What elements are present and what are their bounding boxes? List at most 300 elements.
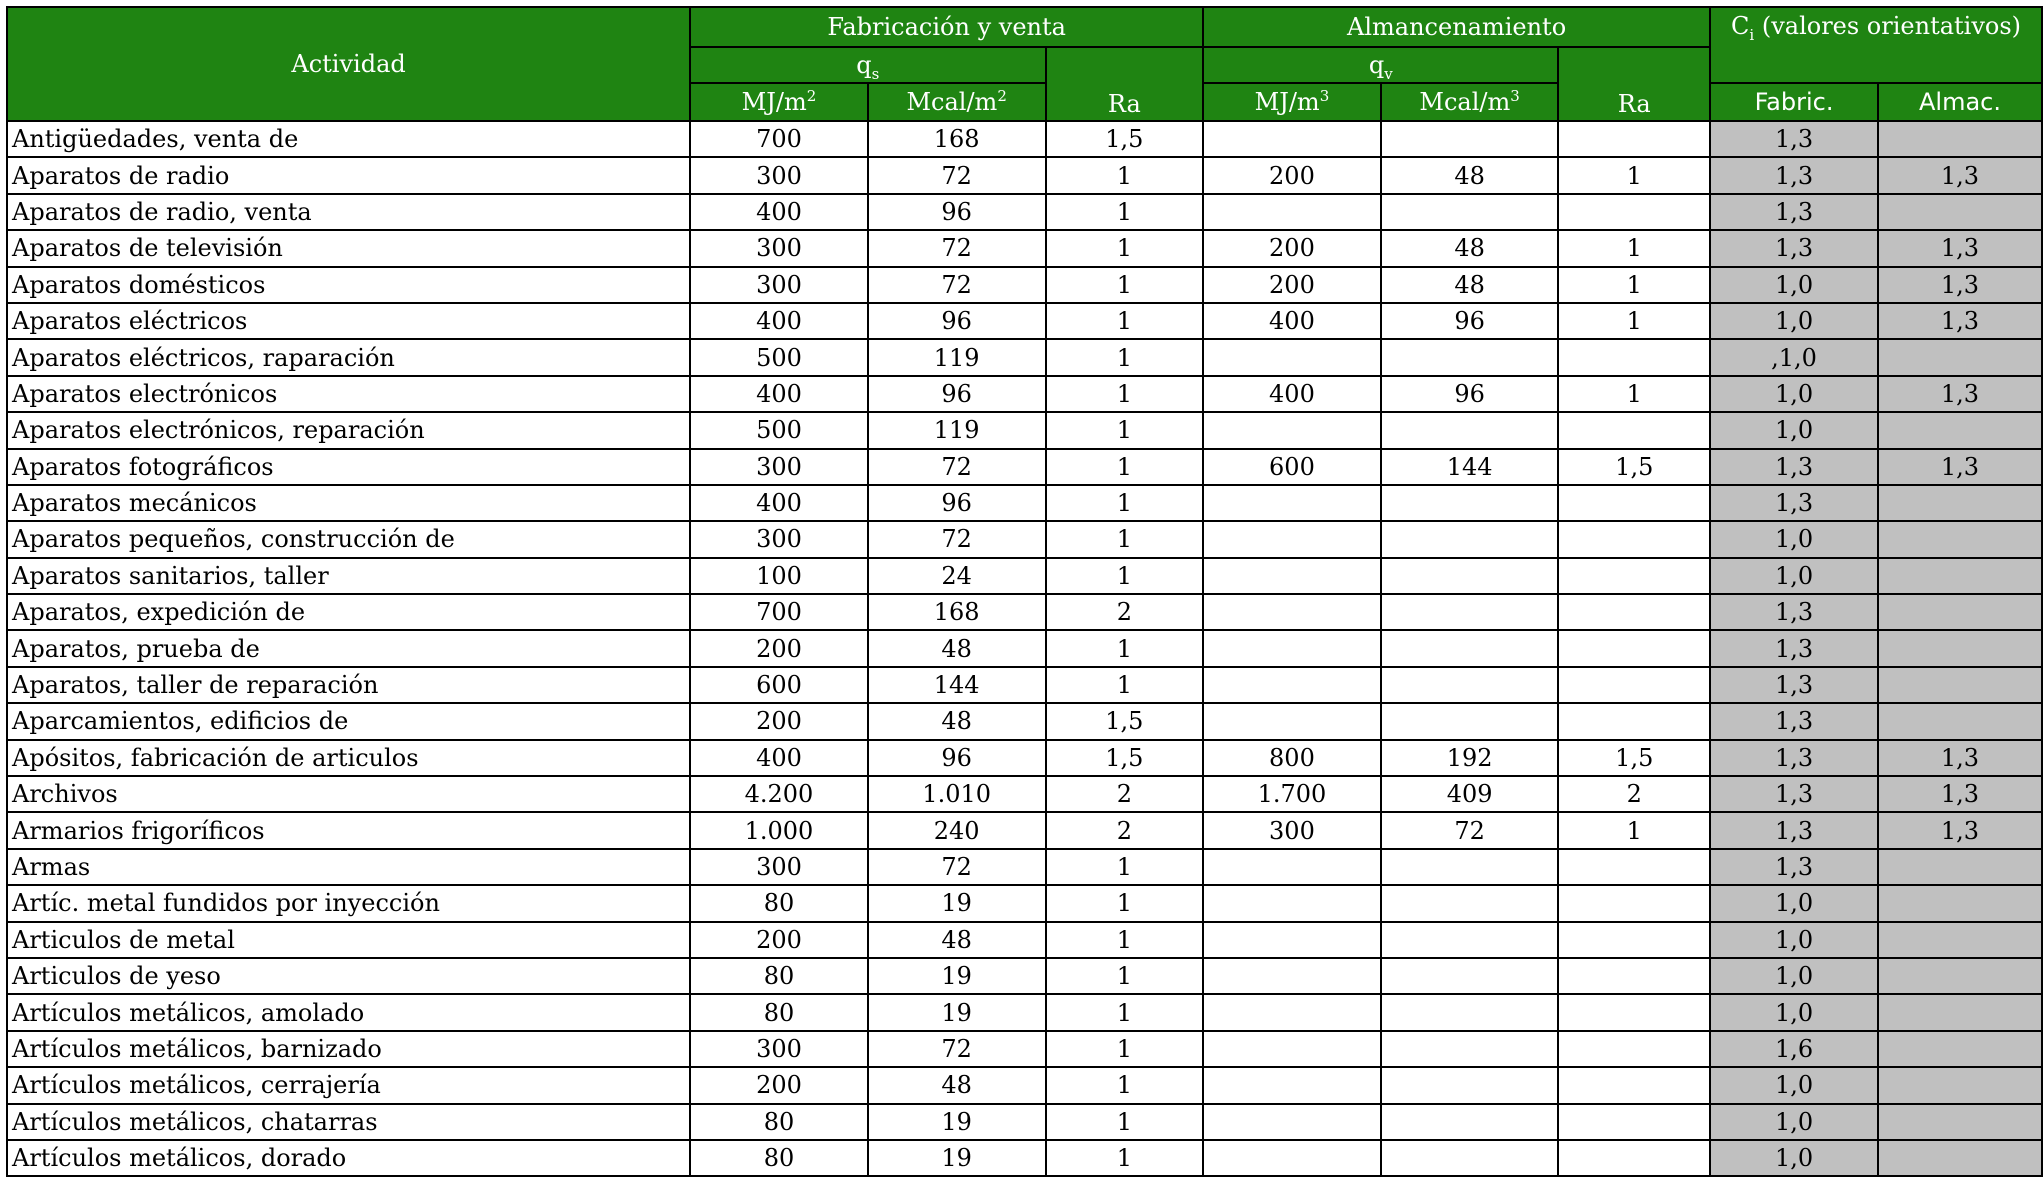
cell-ci-almac xyxy=(1878,339,2042,375)
cell-fab-ra: 1 xyxy=(1046,339,1204,375)
cell-fab-mj: 80 xyxy=(690,885,868,921)
table-row xyxy=(7,667,2042,703)
cell-ci-almac xyxy=(1878,958,2042,994)
cell-fab-ra: 1 xyxy=(1046,1031,1204,1067)
cell-fab-mcal: 96 xyxy=(868,303,1046,339)
cell-alm-ra xyxy=(1558,558,1710,594)
cell-fab-ra: 1 xyxy=(1046,157,1204,193)
header-mcal-m3: Mcal/$m^3$ xyxy=(1381,83,1559,121)
cell-alm-mj: 200 xyxy=(1203,267,1381,303)
cell-fab-ra: 1 xyxy=(1046,849,1204,885)
cell-ci-fabric: 1,3 xyxy=(1710,121,1878,157)
cell-fab-mj: 200 xyxy=(690,1067,868,1103)
cell-actividad: Aparatos eléctricos, raparación xyxy=(7,339,690,375)
cell-alm-mcal xyxy=(1381,922,1559,958)
cell-fab-mj: 400 xyxy=(690,740,868,776)
cell-alm-mj xyxy=(1203,339,1381,375)
cell-alm-mcal xyxy=(1381,594,1559,630)
cell-alm-mcal: 48 xyxy=(1381,157,1559,193)
cell-alm-mj xyxy=(1203,630,1381,666)
header-mj-m3: $MJ/m^3$ xyxy=(1203,83,1381,121)
cell-fab-mj: 300 xyxy=(690,1031,868,1067)
cell-alm-ra xyxy=(1558,703,1710,739)
cell-alm-mcal xyxy=(1381,630,1559,666)
cell-fab-ra: 1 xyxy=(1046,994,1204,1030)
header-mj-m2: $MJ/m^2$ xyxy=(690,83,868,121)
cell-fab-ra: 1 xyxy=(1046,230,1204,266)
cell-alm-mcal xyxy=(1381,558,1559,594)
cell-alm-mj: 300 xyxy=(1203,812,1381,848)
cell-ci-almac: 1,3 xyxy=(1878,740,2042,776)
cell-fab-mcal: 19 xyxy=(868,994,1046,1030)
cell-fab-mj: 400 xyxy=(690,303,868,339)
cell-ci-fabric: 1,0 xyxy=(1710,303,1878,339)
cell-actividad: Aparatos de televisión xyxy=(7,230,690,266)
cell-alm-ra xyxy=(1558,121,1710,157)
cell-ci-almac xyxy=(1878,121,2042,157)
cell-alm-mcal xyxy=(1381,1031,1559,1067)
cell-alm-ra xyxy=(1558,1140,1710,1176)
cell-alm-mj xyxy=(1203,121,1381,157)
cell-fab-mcal: 96 xyxy=(868,194,1046,230)
cell-alm-mcal: 72 xyxy=(1381,812,1559,848)
cell-alm-mj xyxy=(1203,412,1381,448)
cell-alm-mj xyxy=(1203,521,1381,557)
cell-alm-ra xyxy=(1558,521,1710,557)
cell-ci-fabric: 1,0 xyxy=(1710,376,1878,412)
cell-ci-fabric: 1,3 xyxy=(1710,849,1878,885)
cell-fab-mcal: 168 xyxy=(868,121,1046,157)
cell-alm-mj xyxy=(1203,922,1381,958)
cell-alm-mcal: 96 xyxy=(1381,376,1559,412)
cell-fab-ra: 1 xyxy=(1046,521,1204,557)
cell-alm-ra xyxy=(1558,339,1710,375)
cell-alm-mj xyxy=(1203,703,1381,739)
cell-actividad: Aparcamientos, edificios de xyxy=(7,703,690,739)
cell-fab-mj: 400 xyxy=(690,376,868,412)
cell-actividad: Armarios frigoríficos xyxy=(7,812,690,848)
table-row xyxy=(7,740,2042,776)
cell-fab-mj: 1.000 xyxy=(690,812,868,848)
table-row xyxy=(7,412,2042,448)
cell-ci-fabric: 1,0 xyxy=(1710,1067,1878,1103)
cell-alm-ra: 1 xyxy=(1558,376,1710,412)
cell-fab-ra: 1,5 xyxy=(1046,121,1204,157)
cell-actividad: Artículos metálicos, barnizado xyxy=(7,1031,690,1067)
table-row xyxy=(7,376,2042,412)
cell-alm-mcal xyxy=(1381,1104,1559,1140)
cell-alm-ra xyxy=(1558,1104,1710,1140)
cell-fab-ra: 2 xyxy=(1046,594,1204,630)
cell-fab-mj: 80 xyxy=(690,1140,868,1176)
cell-fab-mj: 400 xyxy=(690,194,868,230)
cell-ci-fabric: 1,3 xyxy=(1710,594,1878,630)
cell-alm-mj: 200 xyxy=(1203,230,1381,266)
cell-fab-mcal: 96 xyxy=(868,485,1046,521)
cell-actividad: Archivos xyxy=(7,776,690,812)
table-row xyxy=(7,449,2042,485)
cell-alm-ra: 1,5 xyxy=(1558,740,1710,776)
cell-ci-almac: 1,3 xyxy=(1878,267,2042,303)
cell-fab-ra: 1 xyxy=(1046,558,1204,594)
cell-alm-ra xyxy=(1558,194,1710,230)
cell-ci-almac: 1,3 xyxy=(1878,303,2042,339)
cell-ci-almac xyxy=(1878,885,2042,921)
cell-ci-fabric: 1,3 xyxy=(1710,485,1878,521)
cell-ci-fabric: 1,0 xyxy=(1710,521,1878,557)
cell-fab-mcal: 168 xyxy=(868,594,1046,630)
cell-alm-ra xyxy=(1558,885,1710,921)
cell-alm-mj xyxy=(1203,485,1381,521)
cell-alm-mcal xyxy=(1381,849,1559,885)
table-row xyxy=(7,994,2042,1030)
cell-ci-almac xyxy=(1878,667,2042,703)
header-ci-valores: $C_i$ (valores orientativos) xyxy=(1710,7,2042,83)
cell-alm-ra xyxy=(1558,849,1710,885)
cell-ci-fabric: 1,3 xyxy=(1710,449,1878,485)
cell-fab-ra: 2 xyxy=(1046,812,1204,848)
cell-alm-ra xyxy=(1558,630,1710,666)
cell-fab-ra: 1,5 xyxy=(1046,703,1204,739)
table-row xyxy=(7,703,2042,739)
cell-ci-almac xyxy=(1878,194,2042,230)
header-ra-fab: Ra xyxy=(1046,47,1204,121)
cell-alm-ra: 1 xyxy=(1558,303,1710,339)
cell-fab-mj: 500 xyxy=(690,339,868,375)
cell-alm-mcal: 409 xyxy=(1381,776,1559,812)
cell-alm-mj xyxy=(1203,1067,1381,1103)
cell-alm-ra xyxy=(1558,485,1710,521)
cell-ci-almac xyxy=(1878,630,2042,666)
cell-ci-almac: 1,3 xyxy=(1878,230,2042,266)
table-row xyxy=(7,485,2042,521)
cell-alm-mcal xyxy=(1381,412,1559,448)
cell-alm-ra xyxy=(1558,1067,1710,1103)
cell-fab-mcal: 72 xyxy=(868,267,1046,303)
cell-fab-mcal: 1.010 xyxy=(868,776,1046,812)
cell-alm-mcal xyxy=(1381,994,1559,1030)
cell-alm-mcal xyxy=(1381,121,1559,157)
cell-alm-mj: 400 xyxy=(1203,376,1381,412)
cell-alm-mj xyxy=(1203,1031,1381,1067)
cell-fab-ra: 1 xyxy=(1046,1067,1204,1103)
cell-alm-ra: 1,5 xyxy=(1558,449,1710,485)
table-row xyxy=(7,958,2042,994)
cell-fab-mcal: 19 xyxy=(868,958,1046,994)
cell-fab-ra: 1 xyxy=(1046,667,1204,703)
cell-alm-mj xyxy=(1203,1140,1381,1176)
cell-alm-mcal: 96 xyxy=(1381,303,1559,339)
header-fabric: Fabric. xyxy=(1710,83,1878,121)
cell-fab-ra: 1 xyxy=(1046,267,1204,303)
cell-fab-ra: 1,5 xyxy=(1046,740,1204,776)
header-ra-alm: Ra xyxy=(1558,47,1710,121)
cell-ci-fabric: ,1,0 xyxy=(1710,339,1878,375)
table-row xyxy=(7,885,2042,921)
cell-ci-almac xyxy=(1878,412,2042,448)
cell-alm-mj: 1.700 xyxy=(1203,776,1381,812)
cell-alm-mj xyxy=(1203,558,1381,594)
table-body xyxy=(7,121,2042,1176)
cell-fab-ra: 1 xyxy=(1046,922,1204,958)
cell-fab-mj: 200 xyxy=(690,703,868,739)
cell-fab-mcal: 72 xyxy=(868,521,1046,557)
cell-fab-ra: 1 xyxy=(1046,1104,1204,1140)
cell-actividad: Artículos metálicos, dorado xyxy=(7,1140,690,1176)
cell-alm-mj xyxy=(1203,1104,1381,1140)
cell-alm-mj: 800 xyxy=(1203,740,1381,776)
cell-actividad: Aparatos de radio xyxy=(7,157,690,193)
cell-ci-almac: 1,3 xyxy=(1878,812,2042,848)
cell-ci-almac xyxy=(1878,558,2042,594)
cell-fab-mcal: 72 xyxy=(868,449,1046,485)
cell-actividad: Aparatos sanitarios, taller xyxy=(7,558,690,594)
cell-alm-mcal: 48 xyxy=(1381,230,1559,266)
cell-fab-mj: 700 xyxy=(690,121,868,157)
cell-ci-almac xyxy=(1878,521,2042,557)
cell-fab-ra: 1 xyxy=(1046,485,1204,521)
cell-ci-almac xyxy=(1878,849,2042,885)
cell-ci-fabric: 1,3 xyxy=(1710,157,1878,193)
header-mcal-m2: Mcal/$m^2$ xyxy=(868,83,1046,121)
cell-alm-ra: 1 xyxy=(1558,812,1710,848)
cell-ci-almac: 1,3 xyxy=(1878,449,2042,485)
header-fabricacion-venta: Fabricación y venta xyxy=(690,7,1203,47)
cell-fab-mj: 300 xyxy=(690,449,868,485)
table-row xyxy=(7,812,2042,848)
table-row xyxy=(7,1067,2042,1103)
cell-fab-mj: 300 xyxy=(690,230,868,266)
cell-actividad: Aparatos electrónicos xyxy=(7,376,690,412)
cell-fab-mcal: 48 xyxy=(868,703,1046,739)
cell-fab-ra: 1 xyxy=(1046,1140,1204,1176)
cell-fab-mj: 700 xyxy=(690,594,868,630)
table-row xyxy=(7,267,2042,303)
table-row xyxy=(7,194,2042,230)
cell-alm-mcal xyxy=(1381,339,1559,375)
cell-actividad: Aparatos de radio, venta xyxy=(7,194,690,230)
cell-alm-ra xyxy=(1558,667,1710,703)
cell-alm-mcal xyxy=(1381,485,1559,521)
cell-ci-fabric: 1,0 xyxy=(1710,558,1878,594)
cell-fab-mj: 80 xyxy=(690,994,868,1030)
cell-alm-mj xyxy=(1203,849,1381,885)
cell-ci-fabric: 1,0 xyxy=(1710,1104,1878,1140)
cell-alm-mcal xyxy=(1381,703,1559,739)
cell-actividad: Aparatos eléctricos xyxy=(7,303,690,339)
cell-fab-mcal: 19 xyxy=(868,885,1046,921)
cell-fab-mcal: 48 xyxy=(868,1067,1046,1103)
cell-alm-mj xyxy=(1203,194,1381,230)
cell-ci-fabric: 1,3 xyxy=(1710,812,1878,848)
table-row xyxy=(7,594,2042,630)
cell-fab-mcal: 119 xyxy=(868,412,1046,448)
cell-ci-almac xyxy=(1878,1104,2042,1140)
table-row xyxy=(7,558,2042,594)
cell-fab-mj: 200 xyxy=(690,630,868,666)
cell-alm-ra xyxy=(1558,958,1710,994)
table-row xyxy=(7,157,2042,193)
cell-fab-mcal: 48 xyxy=(868,630,1046,666)
cell-fab-mcal: 96 xyxy=(868,376,1046,412)
cell-actividad: Aparatos, expedición de xyxy=(7,594,690,630)
cell-fab-mj: 4.200 xyxy=(690,776,868,812)
cell-ci-almac: 1,3 xyxy=(1878,157,2042,193)
cell-actividad: Artículos metálicos, chatarras xyxy=(7,1104,690,1140)
cell-alm-mj xyxy=(1203,885,1381,921)
cell-ci-fabric: 1,0 xyxy=(1710,994,1878,1030)
cell-alm-ra: 2 xyxy=(1558,776,1710,812)
cell-fab-ra: 2 xyxy=(1046,776,1204,812)
cell-fab-ra: 1 xyxy=(1046,958,1204,994)
cell-actividad: Aparatos mecánicos xyxy=(7,485,690,521)
cell-actividad: Artículos metálicos, amolado xyxy=(7,994,690,1030)
cell-fab-mj: 300 xyxy=(690,521,868,557)
cell-fab-mcal: 144 xyxy=(868,667,1046,703)
cell-fab-mj: 80 xyxy=(690,958,868,994)
table-row xyxy=(7,1140,2042,1176)
cell-fab-mcal: 19 xyxy=(868,1140,1046,1176)
cell-alm-ra xyxy=(1558,594,1710,630)
cell-fab-mj: 300 xyxy=(690,849,868,885)
cell-actividad: Aparatos fotográficos xyxy=(7,449,690,485)
cell-alm-mcal xyxy=(1381,1067,1559,1103)
cell-alm-mj: 600 xyxy=(1203,449,1381,485)
header-qv: $q_v$ xyxy=(1203,47,1558,83)
cell-alm-mcal xyxy=(1381,194,1559,230)
cell-fab-mj: 80 xyxy=(690,1104,868,1140)
cell-alm-mj xyxy=(1203,958,1381,994)
cell-fab-ra: 1 xyxy=(1046,412,1204,448)
cell-actividad: Apósitos, fabricación de articulos xyxy=(7,740,690,776)
table-row xyxy=(7,303,2042,339)
cell-actividad: Antigüedades, venta de xyxy=(7,121,690,157)
cell-ci-fabric: 1,3 xyxy=(1710,630,1878,666)
cell-actividad: Articulos de metal xyxy=(7,922,690,958)
table-row xyxy=(7,849,2042,885)
cell-ci-almac xyxy=(1878,1140,2042,1176)
cell-alm-ra xyxy=(1558,922,1710,958)
cell-alm-mcal: 192 xyxy=(1381,740,1559,776)
fire-load-table xyxy=(6,6,2043,1177)
cell-ci-fabric: 1,3 xyxy=(1710,740,1878,776)
header-almacenamiento: Almancenamiento xyxy=(1203,7,1710,47)
cell-ci-fabric: 1,0 xyxy=(1710,958,1878,994)
cell-actividad: Artíc. metal fundidos por inyección xyxy=(7,885,690,921)
cell-fab-mj: 600 xyxy=(690,667,868,703)
cell-ci-fabric: 1,6 xyxy=(1710,1031,1878,1067)
table-header xyxy=(7,7,2042,121)
table-row xyxy=(7,121,2042,157)
cell-fab-mcal: 72 xyxy=(868,1031,1046,1067)
cell-alm-ra: 1 xyxy=(1558,230,1710,266)
cell-alm-mcal: 144 xyxy=(1381,449,1559,485)
cell-fab-mcal: 48 xyxy=(868,922,1046,958)
cell-fab-mj: 500 xyxy=(690,412,868,448)
cell-ci-almac: 1,3 xyxy=(1878,776,2042,812)
cell-fab-mj: 100 xyxy=(690,558,868,594)
cell-alm-ra xyxy=(1558,994,1710,1030)
cell-ci-almac xyxy=(1878,485,2042,521)
cell-fab-mcal: 72 xyxy=(868,157,1046,193)
cell-alm-mcal xyxy=(1381,885,1559,921)
cell-fab-mcal: 240 xyxy=(868,812,1046,848)
cell-ci-almac xyxy=(1878,994,2042,1030)
table-row xyxy=(7,776,2042,812)
cell-fab-mcal: 96 xyxy=(868,740,1046,776)
cell-ci-fabric: 1,0 xyxy=(1710,922,1878,958)
cell-fab-mcal: 72 xyxy=(868,849,1046,885)
cell-fab-mj: 200 xyxy=(690,922,868,958)
cell-fab-mj: 300 xyxy=(690,157,868,193)
table-row xyxy=(7,339,2042,375)
cell-actividad: Aparatos pequeños, construcción de xyxy=(7,521,690,557)
cell-fab-mcal: 72 xyxy=(868,230,1046,266)
cell-ci-almac xyxy=(1878,1031,2042,1067)
cell-ci-fabric: 1,3 xyxy=(1710,194,1878,230)
cell-actividad: Artículos metálicos, cerrajería xyxy=(7,1067,690,1103)
cell-actividad: Aparatos domésticos xyxy=(7,267,690,303)
cell-alm-mj: 200 xyxy=(1203,157,1381,193)
cell-ci-almac xyxy=(1878,1067,2042,1103)
cell-actividad: Aparatos electrónicos, reparación xyxy=(7,412,690,448)
cell-fab-mcal: 19 xyxy=(868,1104,1046,1140)
cell-alm-mj xyxy=(1203,667,1381,703)
table-row xyxy=(7,1104,2042,1140)
cell-alm-ra xyxy=(1558,1031,1710,1067)
cell-fab-mcal: 24 xyxy=(868,558,1046,594)
cell-alm-mcal xyxy=(1381,521,1559,557)
cell-ci-fabric: 1,0 xyxy=(1710,267,1878,303)
header-actividad: Actividad xyxy=(7,7,690,121)
cell-ci-fabric: 1,3 xyxy=(1710,703,1878,739)
table-row xyxy=(7,521,2042,557)
cell-alm-mcal xyxy=(1381,667,1559,703)
cell-alm-mj: 400 xyxy=(1203,303,1381,339)
cell-ci-fabric: 1,0 xyxy=(1710,412,1878,448)
cell-fab-ra: 1 xyxy=(1046,303,1204,339)
cell-ci-almac: 1,3 xyxy=(1878,376,2042,412)
cell-fab-ra: 1 xyxy=(1046,194,1204,230)
cell-fab-ra: 1 xyxy=(1046,630,1204,666)
cell-actividad: Aparatos, prueba de xyxy=(7,630,690,666)
table-row xyxy=(7,230,2042,266)
cell-ci-fabric: 1,3 xyxy=(1710,776,1878,812)
cell-alm-mj xyxy=(1203,594,1381,630)
cell-ci-fabric: 1,0 xyxy=(1710,885,1878,921)
header-almac: Almac. xyxy=(1878,83,2042,121)
table-row xyxy=(7,1031,2042,1067)
header-qs: $q_s$ xyxy=(690,47,1045,83)
table-row xyxy=(7,922,2042,958)
cell-ci-fabric: 1,3 xyxy=(1710,230,1878,266)
cell-fab-mj: 300 xyxy=(690,267,868,303)
cell-alm-mcal xyxy=(1381,958,1559,994)
cell-alm-ra xyxy=(1558,412,1710,448)
cell-ci-almac xyxy=(1878,922,2042,958)
table-row xyxy=(7,630,2042,666)
cell-actividad: Armas xyxy=(7,849,690,885)
cell-fab-mj: 400 xyxy=(690,485,868,521)
cell-alm-mj xyxy=(1203,994,1381,1030)
cell-fab-ra: 1 xyxy=(1046,449,1204,485)
cell-alm-mcal: 48 xyxy=(1381,267,1559,303)
cell-alm-ra: 1 xyxy=(1558,267,1710,303)
cell-alm-mcal xyxy=(1381,1140,1559,1176)
cell-ci-almac xyxy=(1878,594,2042,630)
cell-actividad: Aparatos, taller de reparación xyxy=(7,667,690,703)
cell-ci-fabric: 1,3 xyxy=(1710,667,1878,703)
